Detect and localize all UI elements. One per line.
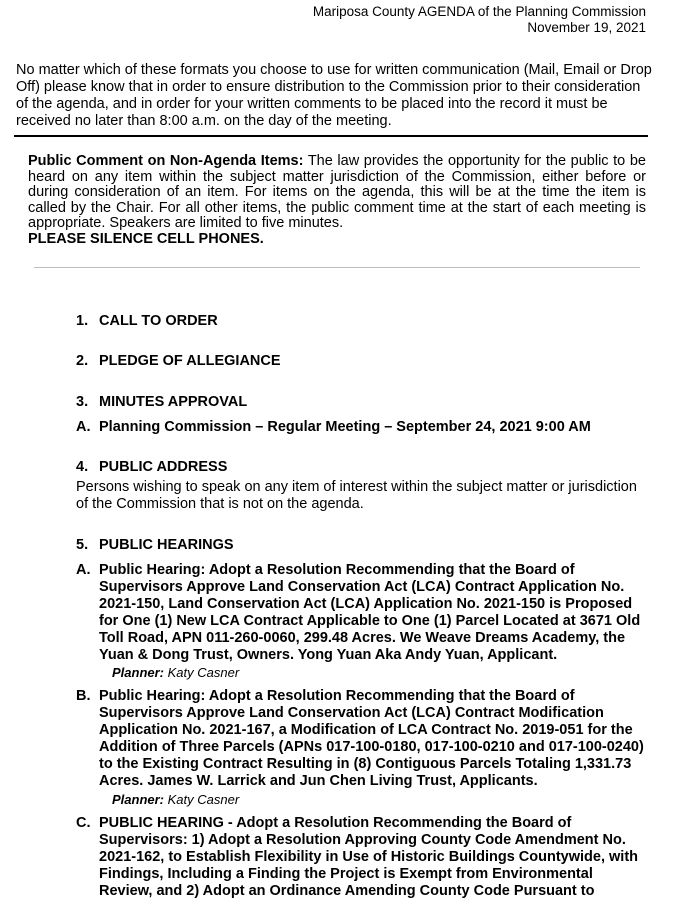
public-comment-body: The law provides the opportunity for the public to be heard on any item within the subject matter jurisdiction of the Commission, either before or during consideration of an item. For items on the agenda, this will be at the time the item is called by the Chair. For all other items, the public comment time at the start of each meeting is appropriate. Speakers are limited to five minutes. [28,153,646,231]
agenda-item-public-address [76,459,648,476]
public-hearing-a [76,562,648,664]
agenda-item-minutes [76,394,648,411]
public-address-description: Persons wishing to speak on any item of interest within the subject matter or jurisdiction of the Commission that is not on the agenda. [76,479,637,512]
public-comment-heading: Public Comment on Non-Agenda Items: [28,153,304,169]
silence-phones-notice: PLEASE SILENCE CELL PHONES. [28,230,264,247]
agenda-subitem-minutes-a [76,419,648,436]
planner-label: Planner: [112,792,165,807]
hearing-description: Public Hearing: Adopt a Resolution Recommending that the Board of Supervisors Approve Land Conservation Act (LCA) Contract Application No. 2021-150, Land Conservation Act (LCA) Application No. 2021-150 is Proposed for One (1) New LCA Contract Applicable to One (1) Parcel Located at 3671 Old Toll Road, APN 011-260-0060, 299.48 Acres. We Weave Dreams Academy, the Yuan & Dong Trust, Owners. Yong Yuan Aka Andy Yuan, Applicant. [99,562,641,663]
item-label: MINUTES APPROVAL [99,394,248,410]
item-number: 2. [76,353,89,369]
public-comment-notice [28,154,646,247]
hearing-a-planner [112,665,239,681]
item-label: PUBLIC ADDRESS [99,459,228,475]
header-title: Mariposa County AGENDA of the Planning Commission [312,4,646,19]
hearing-description: Public Hearing: Adopt a Resolution Recommending that the Board of Supervisors Approve Land Conservation Act (LCA) Contract Modification Application No. 2021-167, a Modification of LCA Contract No. 2019-051 for the Addition of Three Parcels (APNs 017-100-0180, 017-100-0210 and 017-100-0240) to the Existing Contract Resulting in (8) Contiguous Parcels Totaling 1,331.73 Acres. James W. Larrick and Jun Chen Living Trust, Applicants. [99,688,644,789]
agenda-item-call-to-order [76,313,648,330]
item-label: PUBLIC HEARINGS [99,537,234,553]
section-divider-light [34,267,640,268]
hearing-b-planner [112,792,239,808]
item-label: Planning Commission – Regular Meeting – September 24, 2021 9:00 AM [99,419,591,435]
item-number: 5. [76,537,89,553]
section-divider [14,135,648,137]
item-letter: A. [76,562,91,578]
header-date: November 19, 2021 [527,20,646,35]
item-number: 4. [76,459,89,475]
item-label: PLEDGE OF ALLEGIANCE [99,353,281,369]
item-number: 3. [76,394,89,410]
agenda-item-pledge [76,353,648,370]
hearing-description: PUBLIC HEARING - Adopt a Resolution Recommending the Board of Supervisors: 1) Adopt a Resolution Approving County Code Amendment No. 2021-162, to Establish Flexibility in Use of Historic Buildings Countywide, with Findings, Including a Finding the Project is Exempt from Environmental Review, and 2) Adopt an Ordinance Amending County Code Pursuant to [99,815,639,899]
public-hearing-b [76,688,648,790]
item-letter: C. [76,815,91,831]
agenda-item-public-hearings [76,537,648,554]
written-communication-notice: No matter which of these formats you choose to use for written communication (Mail, Email or Drop Off) please know that in order to ensure distribution to the Commission prior to their consideration of the agenda, and in order for your written comments to be placed into the record it must be received no later than 8:00 a.m. on the day of the meeting. [16,62,652,129]
item-number: 1. [76,313,89,329]
item-letter: A. [76,419,91,435]
public-hearing-c [76,815,648,900]
document-header [313,4,646,36]
planner-name: Katy Casner [167,792,240,807]
item-letter: B. [76,688,91,704]
planner-label: Planner: [112,665,165,680]
planner-name: Katy Casner [167,665,240,680]
item-label: CALL TO ORDER [99,313,218,329]
